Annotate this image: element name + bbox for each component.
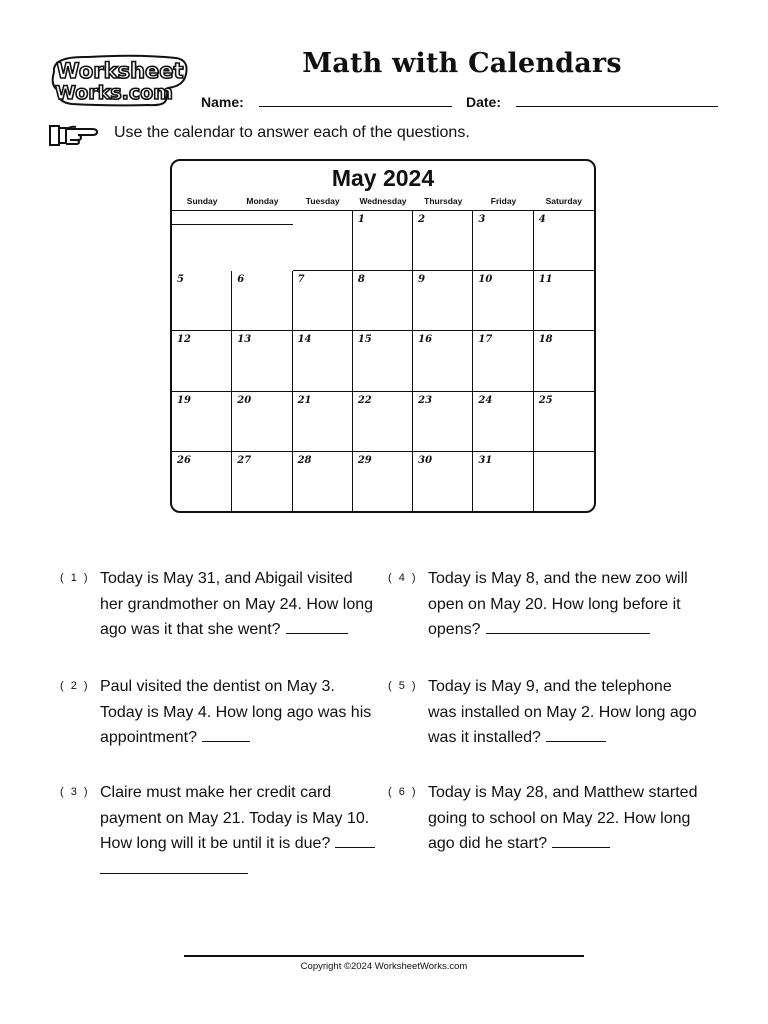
calendar-day-number: 18 bbox=[538, 334, 553, 346]
question-number: ( 6 ) bbox=[388, 786, 418, 798]
calendar-day-number: 3 bbox=[478, 214, 486, 225]
calendar-day-number: 23 bbox=[418, 394, 433, 406]
question-number: ( 5 ) bbox=[388, 680, 418, 692]
calendar-title: May 2024 bbox=[331, 165, 435, 191]
calendar-day-cell bbox=[293, 271, 353, 331]
answer-blank[interactable] bbox=[286, 619, 348, 634]
weekday-label: Monday bbox=[246, 196, 279, 206]
question-text: Claire must make her credit card payment on May 21. Today is May 10. How long will it be until it is due? bbox=[100, 780, 375, 882]
calendar-day-cell bbox=[534, 331, 594, 391]
calendar-day-cell bbox=[353, 331, 413, 391]
copyright-text: Copyright ©2024 WorksheetWorks.com bbox=[300, 961, 468, 972]
question-text: Today is May 9, and the telephone was installed on May 2. How long ago was it installed? bbox=[428, 678, 697, 746]
calendar-empty-cell bbox=[293, 211, 353, 271]
calendar-day-number: 14 bbox=[297, 334, 312, 346]
answer-blank[interactable] bbox=[335, 833, 375, 848]
worksheetworks-logo bbox=[48, 52, 190, 108]
calendar bbox=[170, 159, 596, 513]
calendar-day-cell bbox=[473, 331, 533, 391]
weekday-label: Friday bbox=[490, 196, 517, 206]
question-number: ( 1 ) bbox=[60, 572, 90, 584]
calendar-day-number: 2 bbox=[418, 214, 426, 225]
calendar-day-number: 8 bbox=[357, 274, 365, 286]
calendar-day-number: 28 bbox=[297, 454, 312, 466]
calendar-empty-cell bbox=[534, 452, 594, 512]
calendar-grid bbox=[172, 210, 594, 512]
weekday-label: Thursday bbox=[424, 196, 463, 206]
calendar-day-cell bbox=[413, 452, 473, 512]
calendar-day-number: 20 bbox=[237, 394, 252, 406]
calendar-day-cell bbox=[534, 211, 594, 271]
calendar-day-cell bbox=[232, 271, 292, 331]
question-number: ( 2 ) bbox=[60, 680, 90, 692]
calendar-day-cell bbox=[232, 452, 292, 512]
weekday-label: Tuesday bbox=[305, 196, 340, 206]
calendar-day-number: 25 bbox=[538, 394, 553, 406]
calendar-day-cell bbox=[232, 331, 292, 391]
calendar-day-cell bbox=[353, 271, 413, 331]
calendar-day-number: 16 bbox=[418, 334, 433, 346]
calendar-day-number: 1 bbox=[357, 214, 365, 225]
calendar-day-cell bbox=[293, 452, 353, 512]
calendar-day-number: 13 bbox=[237, 334, 252, 346]
calendar-day-cell bbox=[413, 271, 473, 331]
calendar-day-number: 22 bbox=[357, 394, 372, 406]
calendar-day-cell bbox=[413, 211, 473, 271]
weekday-label: Wednesday bbox=[359, 196, 407, 206]
calendar-day-cell bbox=[353, 211, 413, 271]
calendar-day-number: 30 bbox=[418, 454, 433, 466]
logo-line1: Worksheet bbox=[56, 59, 184, 83]
calendar-day-cell bbox=[473, 452, 533, 512]
question-text: Today is May 28, and Matthew started going to school on May 22. How long ago did he start? bbox=[428, 784, 698, 852]
calendar-day-cell bbox=[172, 331, 232, 391]
question-text: Paul visited the dentist on May 3. Today is May 4. How long ago was his appointment? bbox=[100, 678, 372, 746]
calendar-day-cell bbox=[413, 392, 473, 452]
calendar-day-number: 6 bbox=[237, 274, 245, 286]
calendar-day-number: 21 bbox=[297, 394, 312, 406]
calendar-day-cell bbox=[172, 452, 232, 512]
calendar-day-cell bbox=[232, 392, 292, 452]
calendar-day-number: 27 bbox=[237, 454, 252, 466]
date-label: Date: bbox=[466, 94, 502, 110]
calendar-day-cell bbox=[293, 392, 353, 452]
calendar-empty-cell bbox=[232, 211, 292, 225]
calendar-day-number: 5 bbox=[177, 274, 184, 286]
calendar-day-number: 24 bbox=[478, 394, 493, 406]
answer-blank[interactable] bbox=[546, 727, 606, 742]
calendar-day-number: 17 bbox=[478, 334, 493, 346]
calendar-day-number: 9 bbox=[418, 274, 426, 286]
calendar-day-cell bbox=[413, 331, 473, 391]
logo-line2: Works.com bbox=[55, 82, 173, 104]
page-title: Math with Calendars bbox=[302, 48, 622, 79]
answer-blank[interactable] bbox=[552, 833, 610, 848]
question-text: Today is May 8, and the new zoo will open on May 20. How long before it opens? bbox=[428, 570, 688, 638]
question-number: ( 3 ) bbox=[60, 786, 90, 798]
pointing-hand-icon bbox=[48, 122, 100, 148]
answer-blank[interactable] bbox=[100, 859, 248, 874]
calendar-day-number: 4 bbox=[538, 214, 546, 225]
calendar-day-cell bbox=[534, 392, 594, 452]
name-field-line[interactable] bbox=[259, 106, 452, 107]
calendar-day-cell bbox=[293, 331, 353, 391]
calendar-day-cell bbox=[172, 271, 232, 331]
calendar-weekday-header bbox=[172, 196, 594, 210]
calendar-day-cell bbox=[353, 392, 413, 452]
answer-blank[interactable] bbox=[202, 727, 250, 742]
calendar-day-number: 15 bbox=[357, 334, 372, 346]
date-field-line[interactable] bbox=[516, 106, 718, 107]
instruction-text: Use the calendar to answer each of the questions. bbox=[114, 124, 470, 141]
calendar-day-number: 11 bbox=[538, 274, 553, 286]
calendar-day-cell bbox=[353, 452, 413, 512]
calendar-day-cell bbox=[172, 392, 232, 452]
calendar-day-number: 12 bbox=[177, 334, 191, 346]
calendar-day-number: 7 bbox=[297, 274, 305, 286]
calendar-day-number: 29 bbox=[357, 454, 372, 466]
question-text: Today is May 31, and Abigail visited her grandmother on May 24. How long ago was it that she went? bbox=[100, 570, 374, 638]
weekday-label: Sunday bbox=[186, 196, 218, 206]
calendar-day-cell bbox=[534, 271, 594, 331]
calendar-day-number: 19 bbox=[177, 394, 191, 406]
answer-blank[interactable] bbox=[486, 619, 650, 634]
calendar-day-cell bbox=[473, 211, 533, 271]
calendar-day-cell bbox=[473, 392, 533, 452]
calendar-day-number: 31 bbox=[478, 454, 493, 466]
weekday-label: Saturday bbox=[545, 196, 583, 206]
calendar-day-cell bbox=[473, 271, 533, 331]
calendar-empty-cell bbox=[172, 211, 232, 225]
name-label: Name: bbox=[201, 94, 244, 110]
calendar-day-number: 26 bbox=[177, 454, 191, 466]
footer-divider bbox=[184, 955, 584, 957]
calendar-day-number: 10 bbox=[478, 274, 493, 286]
question-number: ( 4 ) bbox=[388, 572, 418, 584]
